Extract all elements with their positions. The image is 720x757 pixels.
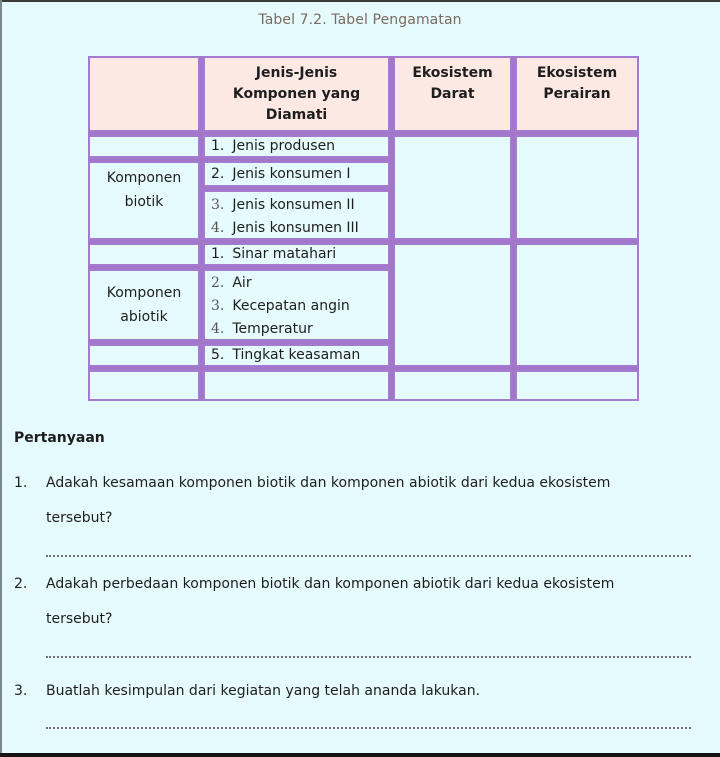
left-edge <box>0 0 2 757</box>
abiotic-label-cell: Komponen abiotik <box>88 269 200 341</box>
header-land-ecosystem: Ekosistem Darat <box>393 56 512 132</box>
biotic-top-blank <box>88 135 200 158</box>
answer-line-3[interactable] <box>46 727 691 729</box>
bottom-edge <box>0 753 720 757</box>
biotic-items-3-4: 3. Jenis konsumen II 4. Jenis konsumen III <box>203 190 390 240</box>
empty-row-cell-4 <box>515 370 639 401</box>
questions-heading: Pertanyaan <box>14 430 105 446</box>
empty-row-cell-2 <box>203 370 390 401</box>
header-components: Jenis-Jenis Komponen yang Diamati <box>203 56 390 132</box>
empty-row-cell-3 <box>393 370 512 401</box>
header-water-ecosystem: Ekosistem Perairan <box>515 56 639 132</box>
biotic-item-2: 2. Jenis konsumen I <box>203 161 390 187</box>
top-edge <box>0 0 720 2</box>
abiotic-top-blank <box>88 243 200 266</box>
question-1-continuation: tersebut? <box>46 510 113 526</box>
abiotic-item-5: 5. Tingkat keasaman <box>203 344 390 367</box>
header-empty-cell <box>88 56 200 132</box>
biotic-land-cell <box>393 135 512 240</box>
table-title: Tabel 7.2. Tabel Pengamatan <box>258 12 462 28</box>
observation-table <box>88 56 639 401</box>
abiotic-items-2-4: 2. Air 3. Kecepatan angin 4. Temperatur <box>203 269 390 341</box>
biotic-item-1: 1. Jenis produsen <box>203 135 390 158</box>
question-2: 2. Adakah perbedaan komponen biotik dan komponen abiotik dari kedua ekosistem <box>14 576 615 592</box>
abiotic-bottom-blank <box>88 344 200 367</box>
question-2-continuation: tersebut? <box>46 611 113 627</box>
abiotic-water-cell <box>515 243 639 367</box>
abiotic-item-1: 1. Sinar matahari <box>203 243 390 266</box>
empty-row-cell-1 <box>88 370 200 401</box>
abiotic-land-cell <box>393 243 512 367</box>
biotic-label-cell: Komponen biotik <box>88 161 200 240</box>
answer-line-2[interactable] <box>46 656 691 658</box>
biotic-water-cell <box>515 135 639 240</box>
answer-line-1[interactable] <box>46 555 691 557</box>
question-3: 3. Buatlah kesimpulan dari kegiatan yang telah ananda lakukan. <box>14 683 481 699</box>
question-1: 1. Adakah kesamaan komponen biotik dan komponen abiotik dari kedua ekosistem <box>14 475 611 491</box>
